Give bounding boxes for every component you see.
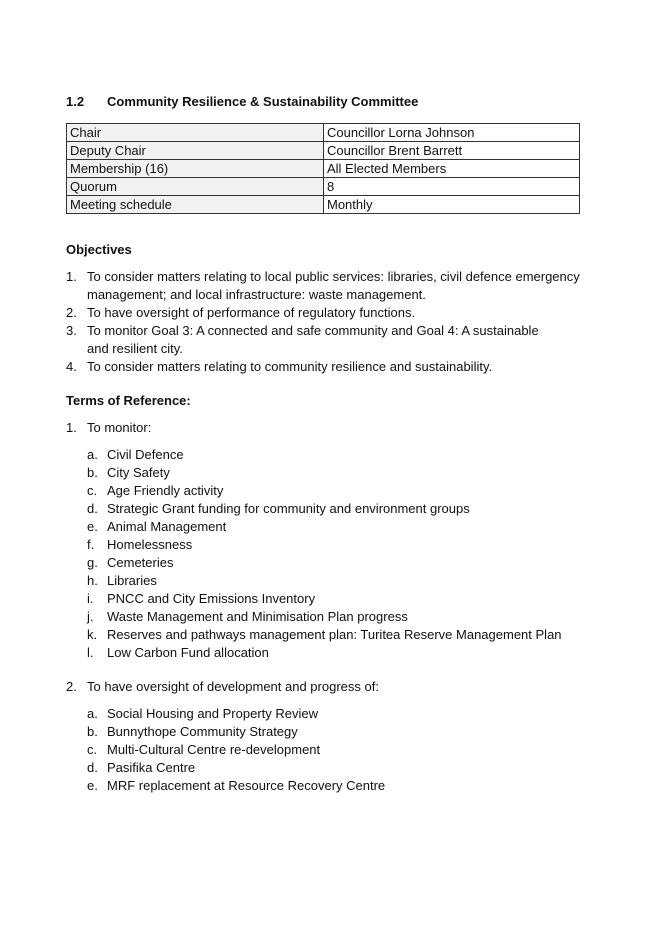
list-marker: h. [87,573,98,588]
list-marker: a. [87,706,98,721]
list-marker: e. [87,778,98,793]
list-item [87,500,562,518]
row-label: Meeting schedule [67,196,324,214]
section-title: Community Resilience & Sustainability Committee [107,94,419,109]
row-label: Chair [67,124,324,142]
list-item [87,759,385,777]
item-text: Pasifika Centre [107,760,196,775]
terms-item [66,678,581,696]
item-text: Waste Management and Minimisation Plan progress [107,609,408,624]
section-number: 1.2 [66,94,85,109]
terms-group-2 [66,678,581,696]
objective-text: To have oversight of performance of regulatory functions. [87,305,416,320]
objective-item [66,268,581,304]
list-marker: c. [87,742,98,757]
item-text: Homelessness [107,537,193,552]
table-row-deputy-chair [67,142,580,160]
list-item [87,705,385,723]
row-value: Monthly [324,196,580,214]
row-value: 8 [324,178,580,196]
terms-group-1 [66,419,581,437]
list-item [87,536,562,554]
list-item [87,741,385,759]
terms-of-reference-heading: Terms of Reference: [66,393,191,408]
list-item [87,518,562,536]
item-text: Age Friendly activity [107,483,224,498]
list-item [87,572,562,590]
list-marker: l. [87,645,94,660]
committee-info-table [66,123,580,214]
objective-text: To consider matters relating to local public services: libraries, civil defence emergency management; and local infrastructure: waste management. [87,269,580,302]
item-text: Libraries [107,573,157,588]
section-heading [66,94,418,109]
list-marker: f. [87,537,95,552]
list-item [87,554,562,572]
list-item [87,644,562,662]
list-marker: j. [87,609,94,624]
terms-item [66,419,581,437]
item-text: Multi-Cultural Centre re-development [107,742,321,757]
row-value: All Elected Members [324,160,580,178]
list-marker: d. [87,760,98,775]
objective-text: To consider matters relating to community resilience and sustainability. [87,359,493,374]
item-text: City Safety [107,465,170,480]
table-row-membership [67,160,580,178]
objective-item [66,358,581,376]
row-label: Quorum [67,178,324,196]
list-marker: 4. [66,359,77,374]
list-item [87,608,562,626]
row-value: Councillor Lorna Johnson [324,124,580,142]
list-item [87,482,562,500]
objective-text: To monitor Goal 3: A connected and safe community and Goal 4: A sustainable and resilient city. [87,323,539,356]
objective-item [66,304,581,322]
list-marker: c. [87,483,98,498]
row-label: Deputy Chair [67,142,324,160]
row-label: Membership (16) [67,160,324,178]
list-marker: 1. [66,269,77,284]
list-item [87,723,385,741]
list-marker: 3. [66,323,77,338]
list-item [87,626,562,644]
item-text: Reserves and pathways management plan: Turitea Reserve Management Plan [107,627,562,642]
table-row-quorum [67,178,580,196]
list-marker: b. [87,724,98,739]
item-text: Low Carbon Fund allocation [107,645,269,660]
list-item [87,446,562,464]
list-marker: i. [87,591,94,606]
monitor-sublist [87,446,562,662]
oversight-sublist [87,705,385,795]
item-text: Cemeteries [107,555,174,570]
table-row-chair [67,124,580,142]
terms-text: To have oversight of development and progress of: [87,679,379,694]
item-text: Bunnythope Community Strategy [107,724,298,739]
objectives-list [66,268,581,376]
terms-text: To monitor: [87,420,152,435]
list-marker: g. [87,555,98,570]
list-marker: a. [87,447,98,462]
list-item [87,590,562,608]
list-item [87,464,562,482]
list-marker: k. [87,627,98,642]
list-marker: d. [87,501,98,516]
item-text: Strategic Grant funding for community and environment groups [107,501,470,516]
list-item [87,777,385,795]
item-text: Animal Management [107,519,227,534]
objectives-heading: Objectives [66,242,132,257]
list-marker: 1. [66,420,77,435]
item-text: Social Housing and Property Review [107,706,318,721]
list-marker: b. [87,465,98,480]
list-marker: 2. [66,305,77,320]
item-text: PNCC and City Emissions Inventory [107,591,316,606]
objective-item [66,322,581,358]
item-text: Civil Defence [107,447,184,462]
list-marker: 2. [66,679,77,694]
item-text: MRF replacement at Resource Recovery Centre [107,778,386,793]
list-marker: e. [87,519,98,534]
row-value: Councillor Brent Barrett [324,142,580,160]
table-row-meeting-schedule [67,196,580,214]
